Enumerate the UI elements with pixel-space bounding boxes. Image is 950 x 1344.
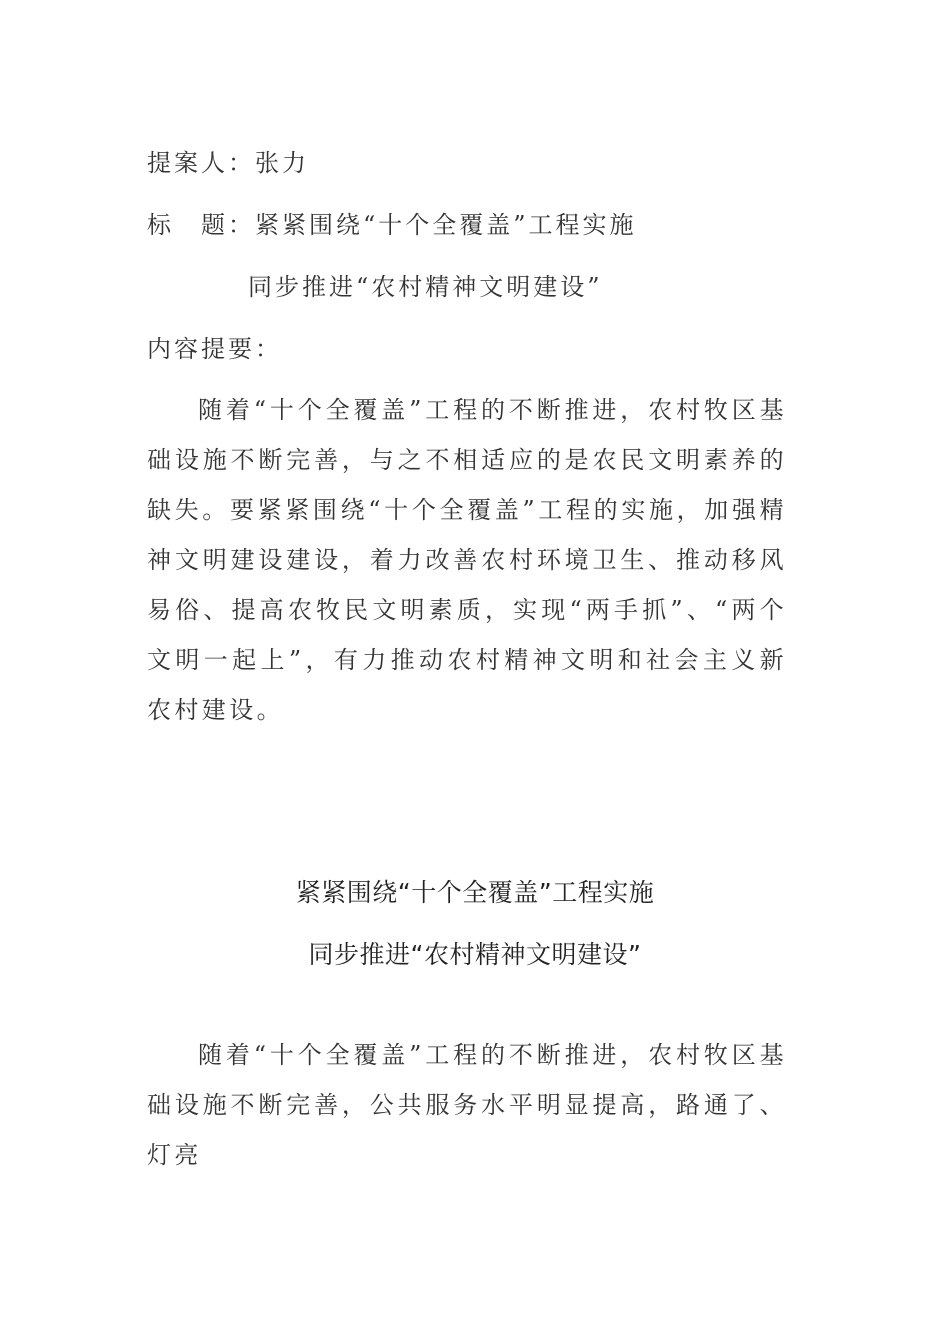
article-heading-1: 紧紧围绕“十个全覆盖”工程实施	[295, 878, 655, 907]
article-heading-2: 同步推进“农村精神文明建设”	[308, 940, 642, 969]
title-label: 标 题：	[147, 211, 255, 239]
title-line	[147, 210, 637, 240]
title-line-1: 紧紧围绕“十个全覆盖”工程实施	[255, 211, 637, 239]
proposer-name: 张力	[255, 149, 309, 177]
summary-label: 内容提要：	[147, 335, 282, 363]
article-body-paragraph: 随着“十个全覆盖”工程的不断推进，农村牧区基础设施不断完善，公共服务水平明显提高，路通了、灯亮	[147, 1041, 787, 1169]
summary-paragraph: 随着“十个全覆盖”工程的不断推进，农村牧区基础设施不断完善，与之不相适应的是农民文明素养的缺失。要紧紧围绕“十个全覆盖”工程的实施，加强精神文明建设建设，着力改善农村环境卫生、推动移风易俗、提高农牧民文明素质，实现“两手抓”、“两个文明一起上”，有力推动农村精神文明和社会主义新农村建设。	[147, 396, 787, 724]
proposer-line	[147, 148, 309, 178]
proposer-label: 提案人：	[147, 149, 255, 177]
title-line-2: 同步推进“农村精神文明建设”	[248, 273, 603, 301]
